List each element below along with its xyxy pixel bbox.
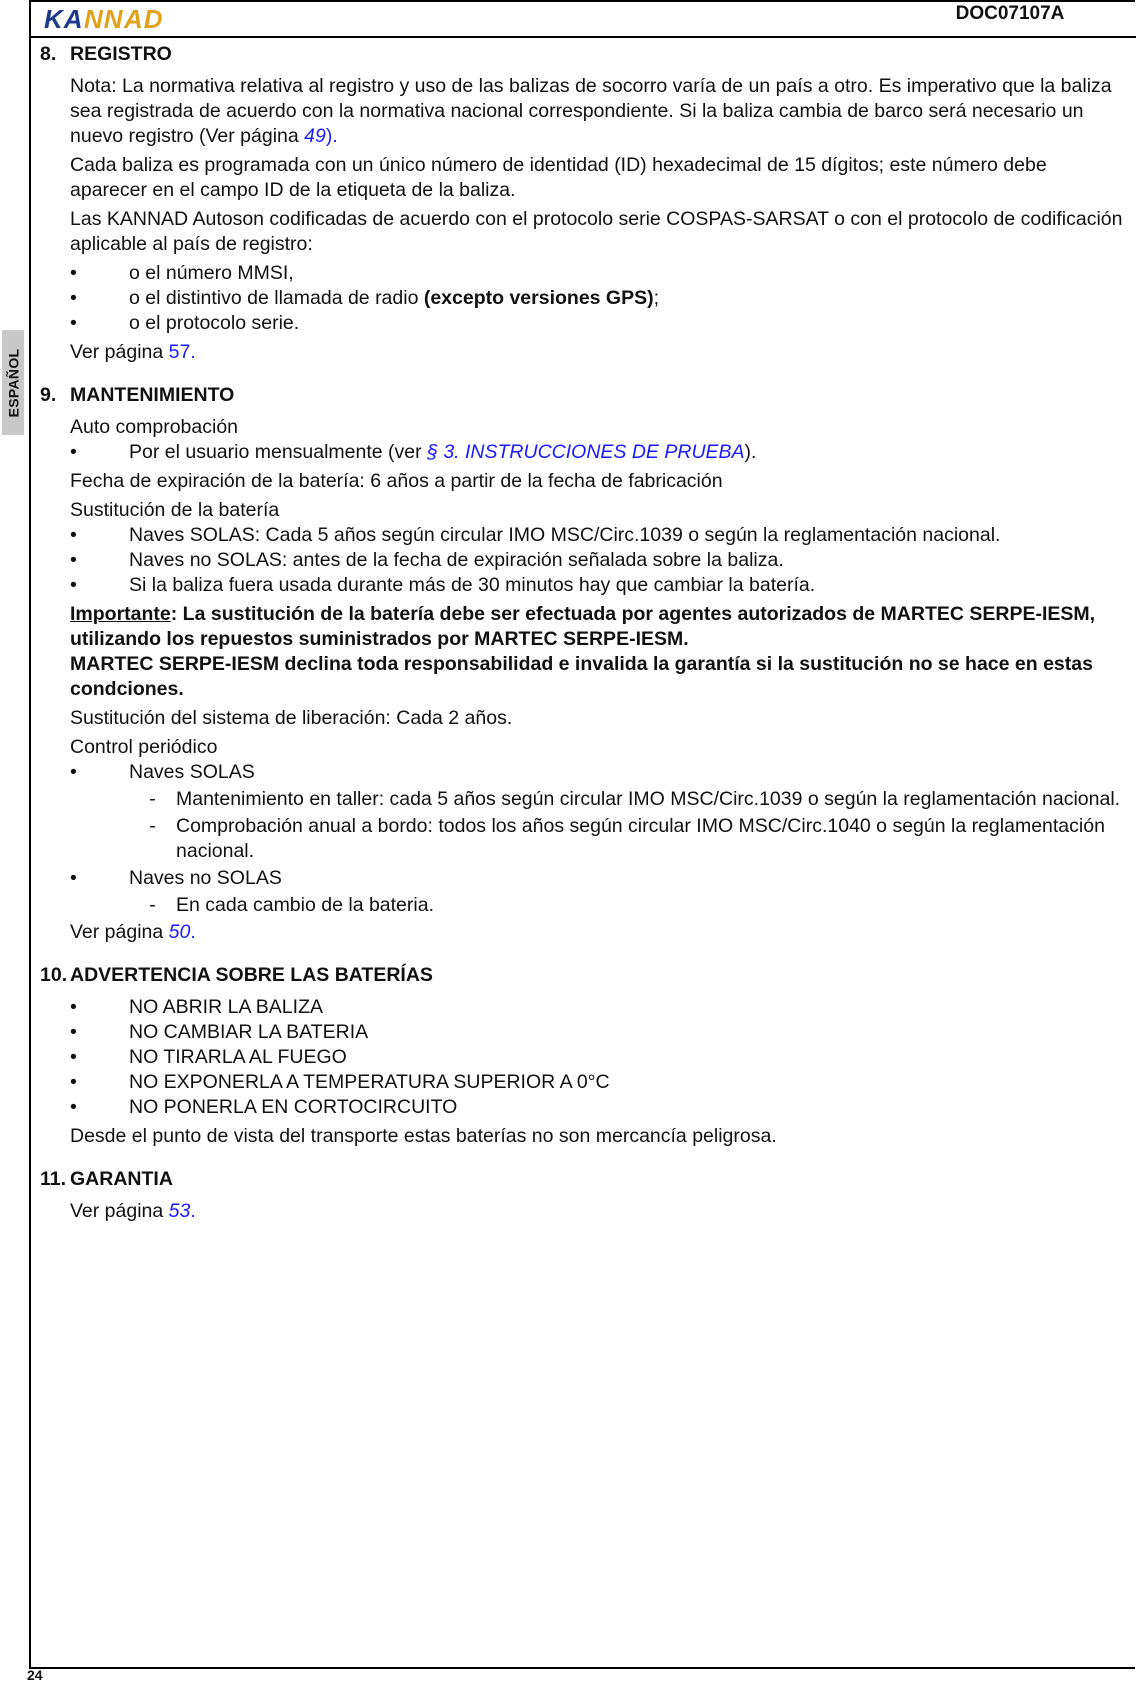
text: : La sustitución de la batería debe ser efectuada por agentes autorizados de MARTEC SERPE-IESM, utilizando los repuestos suministrados por MARTEC SERPE-IESM. bbox=[70, 603, 1096, 650]
section-title: MANTENIMIENTO bbox=[70, 384, 235, 406]
list-item-text: Naves SOLAS bbox=[129, 761, 255, 783]
text: Ver página bbox=[70, 921, 169, 943]
list-item-text: o el número MMSI, bbox=[129, 262, 294, 284]
list-item bbox=[70, 261, 1125, 286]
page-number: 24 bbox=[27, 1667, 43, 1683]
list-item-text: o el protocolo serie. bbox=[129, 312, 300, 334]
important-notice-continued: MARTEC SERPE-IESM declina toda responsabilidad e invalida la garantía si la sustitución no se hace en estas condciones. bbox=[70, 653, 1093, 700]
section-link[interactable]: § 3. INSTRUCCIONES DE PRUEBA bbox=[427, 441, 745, 463]
bullet: • bbox=[70, 441, 77, 463]
list-item bbox=[70, 995, 1125, 1020]
list-item bbox=[70, 286, 1125, 311]
bullet: • bbox=[70, 574, 77, 596]
document-reference: DOC07107A bbox=[955, 3, 1065, 24]
list-item-text: Si la baliza fuera usada durante más de 30 minutos hay que cambiar la batería. bbox=[129, 574, 816, 596]
list-item bbox=[70, 573, 1125, 598]
section-heading-advertencia bbox=[40, 963, 1125, 988]
list-item-text: Por el usuario mensualmente (ver bbox=[129, 441, 428, 463]
paragraph: Fecha de expiración de la batería: 6 años a partir de la fecha de fabricación bbox=[70, 470, 723, 492]
list-item bbox=[70, 760, 1125, 785]
text: . bbox=[190, 341, 196, 363]
bullet: • bbox=[70, 1046, 77, 1068]
list-item-text: Naves no SOLAS: antes de la fecha de expiración señalada sobre la baliza. bbox=[129, 549, 784, 571]
document-body bbox=[40, 42, 1125, 1228]
page-link[interactable]: 53 bbox=[168, 1200, 191, 1222]
section-title: GARANTIA bbox=[70, 1168, 173, 1190]
paragraph: Auto comprobación bbox=[70, 416, 239, 438]
bullet: • bbox=[70, 996, 77, 1018]
text: Ver página bbox=[70, 1200, 169, 1222]
sub-list-item-text: Comprobación anual a bordo: todos los años según circular IMO MSC/Circ.1040 o según la reglamentación nacional. bbox=[176, 815, 1105, 862]
dash: - bbox=[149, 788, 156, 810]
list-item bbox=[70, 1070, 1125, 1095]
list-item bbox=[70, 1045, 1125, 1070]
bullet: • bbox=[70, 761, 77, 783]
section-heading-garantia bbox=[40, 1167, 1125, 1192]
text: ). bbox=[325, 125, 338, 147]
section-number: 10. bbox=[40, 964, 68, 986]
bullet: • bbox=[70, 549, 77, 571]
bullet: • bbox=[70, 262, 77, 284]
svg-text:AD: AD bbox=[124, 6, 164, 32]
see-page bbox=[70, 340, 1125, 365]
sub-list-item-text: En cada cambio de la bateria. bbox=[176, 894, 434, 916]
paragraph: Las KANNAD Autoson codificadas de acuerdo con el protocolo serie COSPAS-SARSAT o con el protocolo de codificación aplicable al país de registro: bbox=[70, 208, 1123, 255]
see-page bbox=[70, 1199, 1125, 1224]
section-title: ADVERTENCIA SOBRE LAS BATERÍAS bbox=[70, 964, 433, 986]
section-number: 9. bbox=[40, 384, 57, 406]
page-link[interactable]: 57 bbox=[168, 341, 191, 363]
list-item bbox=[70, 440, 1125, 465]
sub-list-item bbox=[129, 893, 1125, 918]
list-item bbox=[70, 311, 1125, 336]
language-tab-label: ESPAÑOL bbox=[5, 348, 21, 417]
section-heading-mantenimiento bbox=[40, 383, 1125, 408]
sub-list-item bbox=[129, 787, 1125, 812]
bullet: • bbox=[70, 867, 77, 889]
dash: - bbox=[149, 894, 156, 916]
list-item-text: NO TIRARLA AL FUEGO bbox=[129, 1046, 347, 1068]
section-number: 11. bbox=[40, 1168, 67, 1190]
list-item bbox=[70, 866, 1125, 891]
text: . bbox=[190, 1200, 196, 1222]
list-item-text: Naves no SOLAS bbox=[129, 867, 282, 889]
list-item-text: o el distintivo de llamada de radio bbox=[129, 287, 424, 309]
paragraph: Control periódico bbox=[70, 736, 218, 758]
list-item-text: NO CAMBIAR LA BATERIA bbox=[129, 1021, 369, 1043]
bullet: • bbox=[70, 1021, 77, 1043]
page-link[interactable]: 49 bbox=[304, 125, 326, 147]
sub-list-item bbox=[129, 814, 1125, 864]
svg-text:KA: KA bbox=[44, 6, 84, 32]
language-tab bbox=[2, 330, 24, 435]
paragraph: Cada baliza es programada con un único número de identidad (ID) hexadecimal de 15 dígitos; este número debe aparecer en el campo ID de la etiqueta de la baliza. bbox=[70, 154, 1047, 201]
list-item bbox=[70, 548, 1125, 573]
sub-list-item-text: Mantenimiento en taller: cada 5 años según circular IMO MSC/Circ.1039 o según la reglamentación nacional. bbox=[176, 788, 1121, 810]
list-item bbox=[70, 523, 1125, 548]
kannad-logo bbox=[44, 6, 184, 32]
section-number: 8. bbox=[40, 43, 57, 65]
bullet: • bbox=[70, 1071, 77, 1093]
page-link[interactable]: 50 bbox=[168, 921, 191, 943]
svg-text:NN: NN bbox=[84, 6, 124, 32]
section-heading-registro bbox=[40, 42, 1125, 67]
list-item bbox=[70, 1095, 1125, 1120]
see-page bbox=[70, 920, 1125, 945]
list-item-text: NO EXPONERLA A TEMPERATURA SUPERIOR A 0°C bbox=[129, 1071, 610, 1093]
list-item-text: NO ABRIR LA BALIZA bbox=[129, 996, 323, 1018]
paragraph: Sustitución de la batería bbox=[70, 499, 280, 521]
bold-text: (excepto versiones GPS) bbox=[423, 287, 654, 309]
bullet: • bbox=[70, 524, 77, 546]
list-item-text: Naves SOLAS: Cada 5 años según circular IMO MSC/Circ.1039 o según la reglamentación nacional. bbox=[129, 524, 1001, 546]
paragraph bbox=[70, 74, 1125, 149]
header-rule bbox=[29, 36, 1136, 38]
important-label: Importante bbox=[70, 603, 171, 625]
paragraph: Desde el punto de vista del transporte estas baterías no son mercancía peligrosa. bbox=[70, 1125, 777, 1147]
bullet: • bbox=[70, 1096, 77, 1118]
text: ; bbox=[653, 287, 660, 309]
list-item bbox=[70, 1020, 1125, 1045]
bullet: • bbox=[70, 287, 77, 309]
important-notice bbox=[70, 602, 1125, 652]
text: ). bbox=[744, 441, 757, 463]
text: Ver página bbox=[70, 341, 169, 363]
bullet: • bbox=[70, 312, 77, 334]
paragraph: Sustitución del sistema de liberación: Cada 2 años. bbox=[70, 707, 513, 729]
dash: - bbox=[149, 815, 156, 837]
list-item-text: NO PONERLA EN CORTOCIRCUITO bbox=[129, 1096, 458, 1118]
text: . bbox=[190, 921, 196, 943]
section-title: REGISTRO bbox=[70, 43, 172, 65]
text: Nota: La normativa relativa al registro y uso de las balizas de socorro varía de un país a otro. Es imperativo que la baliza sea registrada de acuerdo con la normativa nacional correspondiente. Si la baliza cambia de barco será necesario un nuevo registro (Ver página bbox=[70, 75, 1112, 147]
